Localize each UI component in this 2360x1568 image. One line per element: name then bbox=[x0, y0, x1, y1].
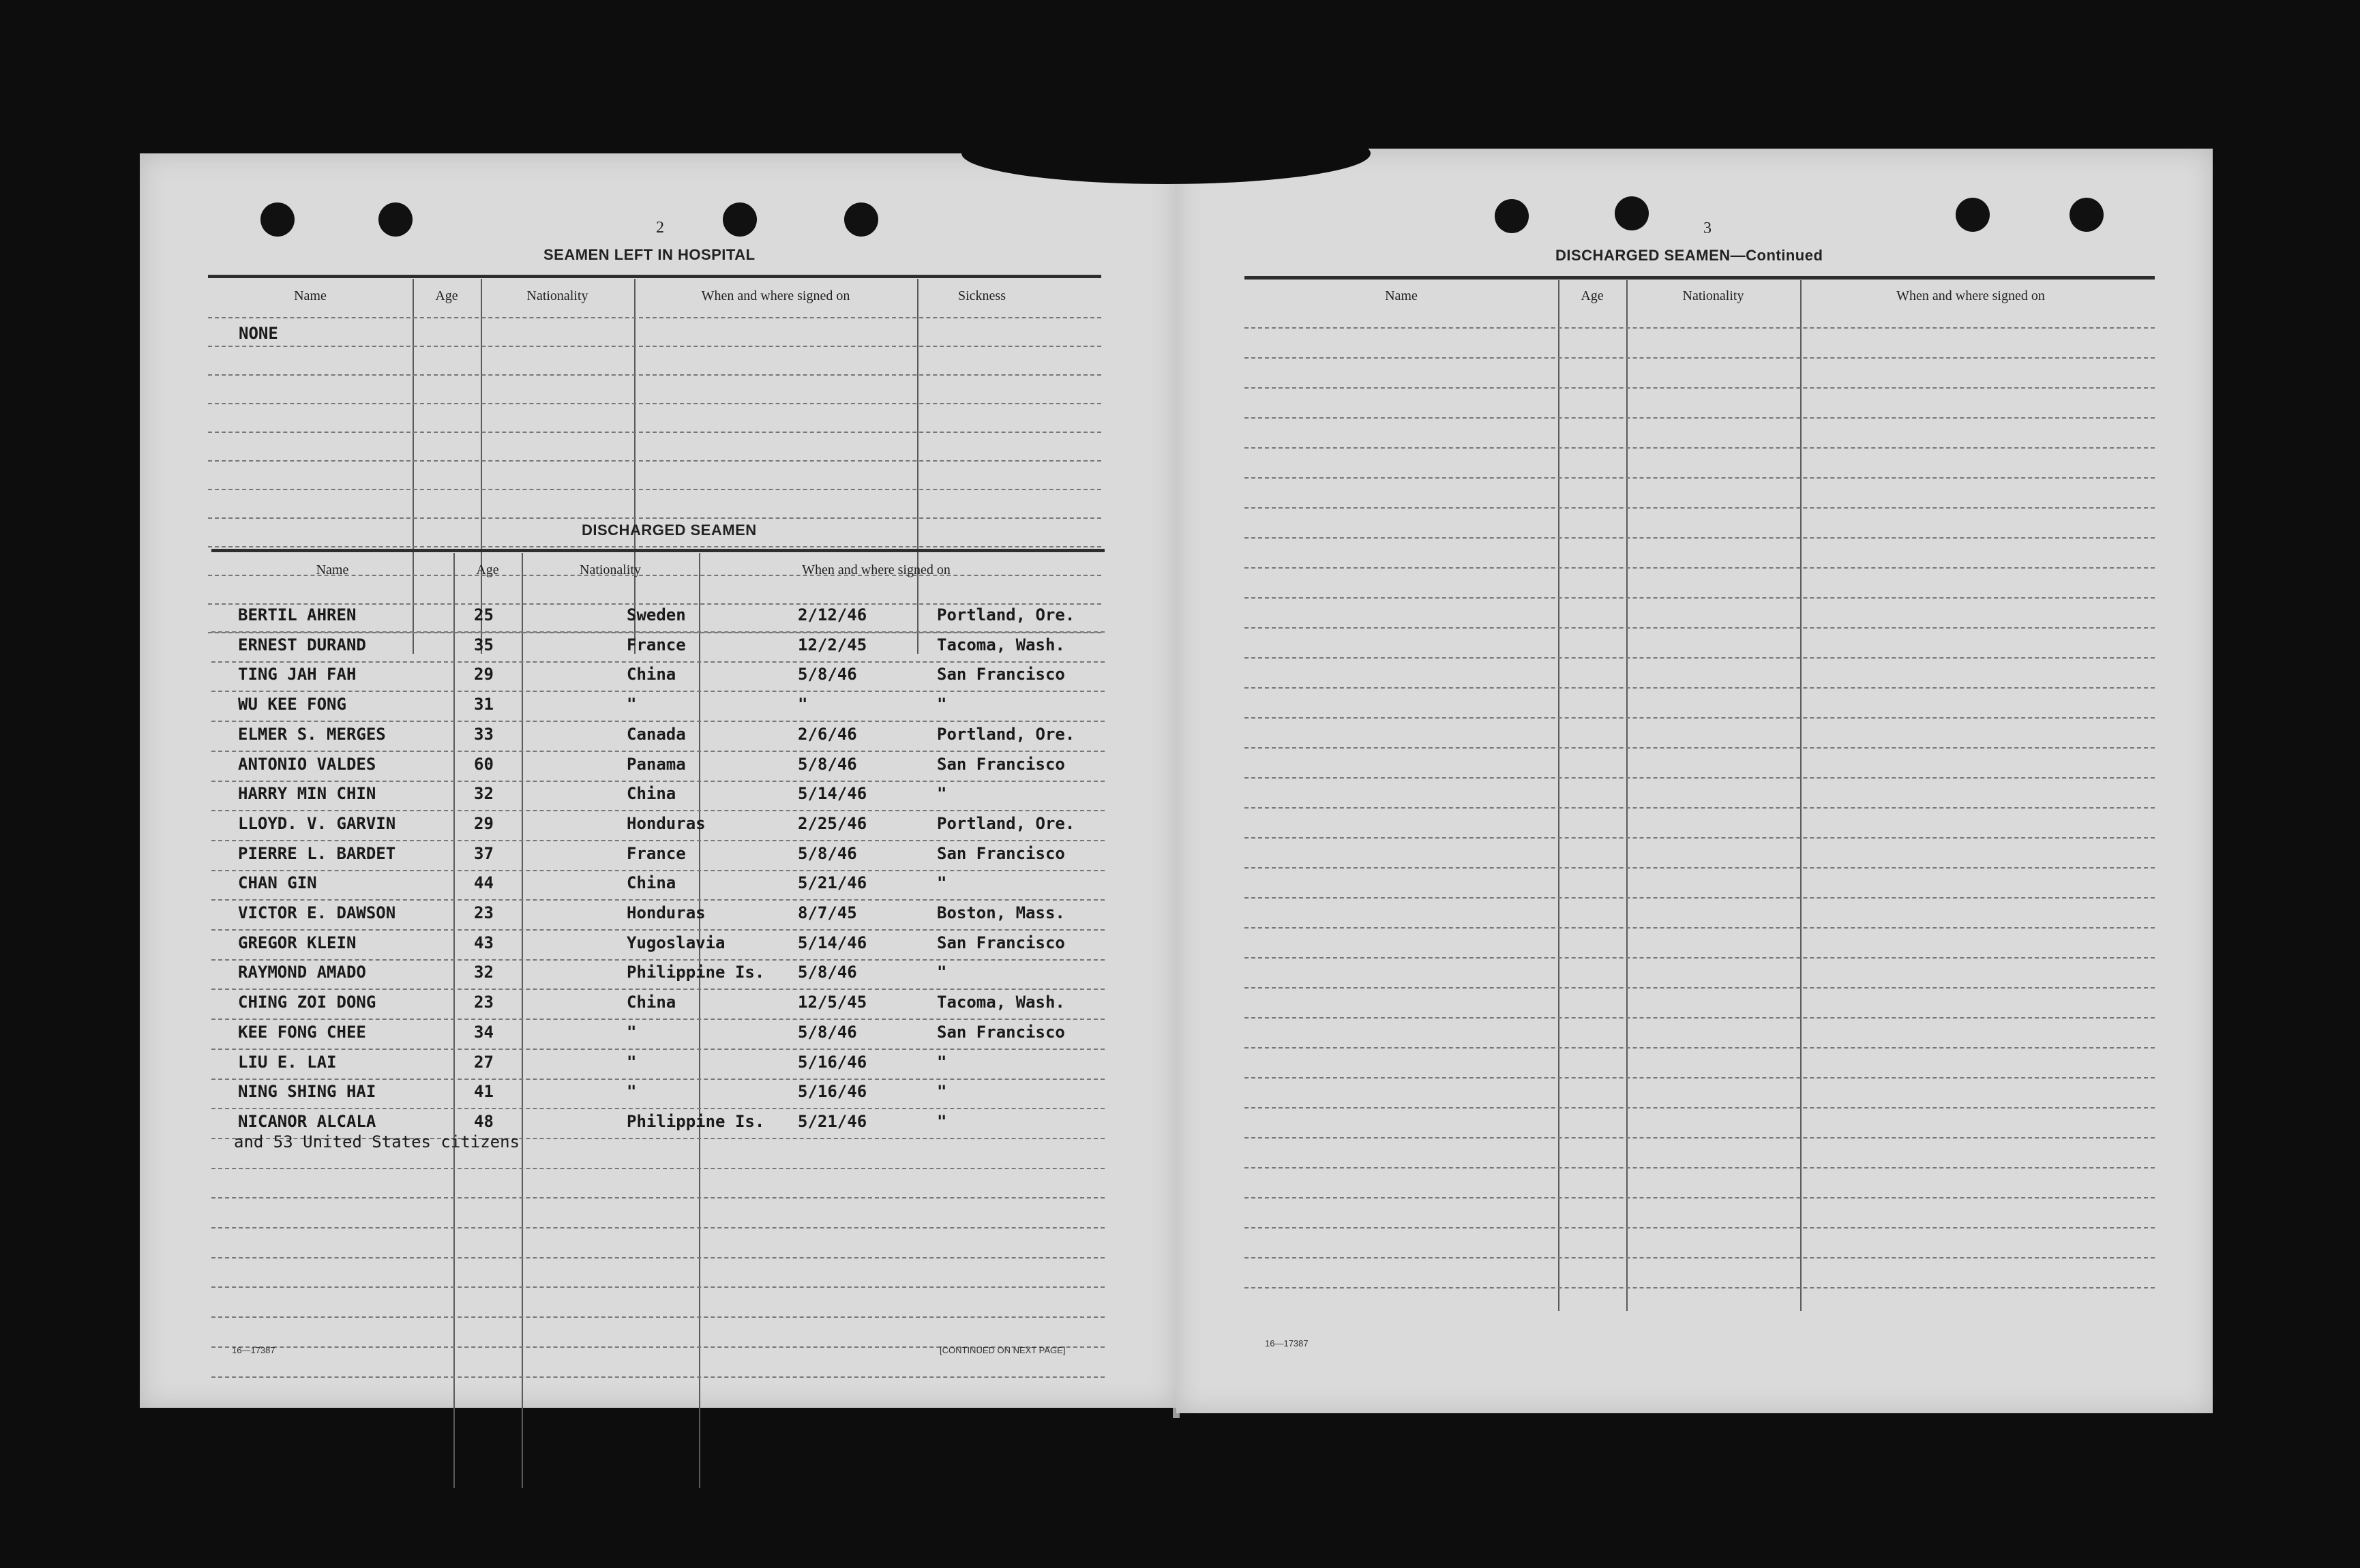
seaman-name: BERTIL AHREN bbox=[238, 605, 357, 624]
signed-on-place: Tacoma, Wash. bbox=[937, 993, 1065, 1012]
seaman-nationality: China bbox=[627, 873, 676, 892]
row-rule bbox=[1244, 627, 2155, 629]
continued-header-name: Name bbox=[1385, 288, 1418, 303]
hospital-header-signed-on: When and where signed on bbox=[701, 288, 850, 303]
seaman-age: 34 bbox=[474, 1023, 494, 1042]
row-rule bbox=[1244, 447, 2155, 449]
citizens-note: and 53 United States citizens bbox=[234, 1132, 520, 1151]
signed-on-place: San Francisco bbox=[937, 933, 1065, 952]
signed-on-date: 5/21/46 bbox=[798, 873, 867, 892]
signed-on-date: " bbox=[798, 695, 808, 714]
hospital-header-nationality: Nationality bbox=[526, 288, 588, 303]
punch-hole bbox=[723, 202, 757, 237]
row-rule bbox=[1244, 357, 2155, 359]
punch-hole bbox=[844, 202, 878, 237]
seaman-nationality: China bbox=[627, 993, 676, 1012]
seaman-age: 35 bbox=[474, 635, 494, 654]
seaman-name: ANTONIO VALDES bbox=[238, 755, 376, 774]
row-rule bbox=[1244, 327, 2155, 329]
continued-section-title: DISCHARGED SEAMEN—Continued bbox=[1555, 247, 1823, 264]
seaman-nationality: Yugoslavia bbox=[627, 933, 726, 952]
seaman-age: 44 bbox=[474, 873, 494, 892]
row-rule bbox=[1244, 1287, 2155, 1288]
column-rule bbox=[917, 279, 918, 654]
hospital-header-sickness: Sickness bbox=[958, 288, 1006, 303]
seaman-age: 29 bbox=[474, 665, 494, 684]
footer-code: 16—17387 bbox=[1265, 1338, 1309, 1348]
row-rule bbox=[1244, 657, 2155, 659]
table-row bbox=[140, 666, 1176, 693]
seaman-name: ELMER S. MERGES bbox=[238, 725, 386, 744]
continued-header-rule bbox=[1244, 276, 2155, 280]
signed-on-place: San Francisco bbox=[937, 665, 1065, 684]
row-rule bbox=[1244, 807, 2155, 809]
row-rule bbox=[211, 1316, 1105, 1318]
seaman-age: 37 bbox=[474, 844, 494, 863]
signed-on-place: " bbox=[937, 1082, 947, 1101]
row-rule bbox=[1244, 1107, 2155, 1109]
signed-on-place: Portland, Ore. bbox=[937, 605, 1075, 624]
seaman-name: NING SHING HAI bbox=[238, 1082, 376, 1101]
continued-header-age: Age bbox=[1581, 288, 1604, 303]
column-rule bbox=[1558, 280, 1559, 1311]
hospital-header-rule bbox=[208, 275, 1101, 278]
seaman-nationality: Sweden bbox=[627, 605, 686, 624]
page-number: 3 bbox=[1703, 220, 1712, 237]
discharged-header-nationality: Nationality bbox=[580, 562, 641, 577]
punch-hole bbox=[1615, 196, 1649, 230]
row-rule bbox=[1244, 957, 2155, 959]
table-row bbox=[140, 905, 1176, 932]
row-rule bbox=[208, 346, 1101, 347]
signed-on-date: 8/7/45 bbox=[798, 903, 857, 922]
signed-on-place: San Francisco bbox=[937, 755, 1065, 774]
signed-on-place: " bbox=[937, 873, 947, 892]
seaman-name: ERNEST DURAND bbox=[238, 635, 366, 654]
punch-hole bbox=[260, 202, 295, 237]
seaman-nationality: Honduras bbox=[627, 814, 706, 833]
row-rule bbox=[208, 432, 1101, 433]
row-rule bbox=[208, 374, 1101, 376]
signed-on-place: Boston, Mass. bbox=[937, 903, 1065, 922]
row-rule bbox=[1244, 507, 2155, 509]
continued-header-signed-on: When and where signed on bbox=[1896, 288, 2045, 303]
punch-hole bbox=[1956, 198, 1990, 232]
signed-on-date: 5/14/46 bbox=[798, 784, 867, 803]
seaman-age: 48 bbox=[474, 1112, 494, 1131]
footer-continued: [CONTINUED ON NEXT PAGE] bbox=[940, 1345, 1066, 1355]
signed-on-place: " bbox=[937, 784, 947, 803]
row-rule bbox=[1244, 747, 2155, 749]
signed-on-date: 12/2/45 bbox=[798, 635, 867, 654]
table-row bbox=[140, 994, 1176, 1021]
seaman-name: RAYMOND AMADO bbox=[238, 963, 366, 982]
table-row bbox=[140, 785, 1176, 813]
seaman-age: 32 bbox=[474, 963, 494, 982]
discharged-section-title: DISCHARGED SEAMEN bbox=[582, 522, 757, 539]
signed-on-date: 5/8/46 bbox=[798, 665, 857, 684]
signed-on-date: 5/21/46 bbox=[798, 1112, 867, 1131]
seaman-name: GREGOR KLEIN bbox=[238, 933, 357, 952]
seaman-age: 41 bbox=[474, 1082, 494, 1101]
signed-on-date: 2/25/46 bbox=[798, 814, 867, 833]
signed-on-date: 5/8/46 bbox=[798, 1023, 857, 1042]
signed-on-date: 5/8/46 bbox=[798, 844, 857, 863]
row-rule bbox=[208, 460, 1101, 462]
row-rule bbox=[1244, 687, 2155, 689]
seaman-nationality: " bbox=[627, 1023, 637, 1042]
signed-on-date: 2/12/46 bbox=[798, 605, 867, 624]
column-rule bbox=[1626, 280, 1628, 1311]
row-rule bbox=[1244, 417, 2155, 419]
row-rule bbox=[208, 489, 1101, 490]
discharged-header-name: Name bbox=[316, 562, 349, 577]
seaman-nationality: China bbox=[627, 784, 676, 803]
row-rule bbox=[1244, 537, 2155, 539]
hospital-header-name: Name bbox=[294, 288, 327, 303]
footer-code: 16—17387 bbox=[232, 1345, 275, 1355]
seaman-age: 29 bbox=[474, 814, 494, 833]
signed-on-place: Portland, Ore. bbox=[937, 725, 1075, 744]
column-rule bbox=[481, 279, 482, 654]
row-rule bbox=[1244, 897, 2155, 899]
row-rule bbox=[1244, 1017, 2155, 1019]
row-rule bbox=[1244, 1047, 2155, 1049]
seaman-nationality: " bbox=[627, 695, 637, 714]
seaman-name: CHAN GIN bbox=[238, 873, 317, 892]
seaman-nationality: China bbox=[627, 665, 676, 684]
seaman-nationality: Philippine Is. bbox=[627, 1112, 765, 1131]
row-rule bbox=[1244, 1137, 2155, 1139]
seaman-name: LIU E. LAI bbox=[238, 1053, 337, 1072]
signed-on-place: " bbox=[937, 695, 947, 714]
seaman-nationality: Honduras bbox=[627, 903, 706, 922]
signed-on-place: Tacoma, Wash. bbox=[937, 635, 1065, 654]
row-rule bbox=[208, 603, 1101, 605]
page-number: 2 bbox=[656, 219, 664, 237]
seaman-nationality: " bbox=[627, 1053, 637, 1072]
row-rule bbox=[1244, 867, 2155, 869]
row-rule bbox=[211, 1286, 1105, 1288]
seaman-nationality: Panama bbox=[627, 755, 686, 774]
seaman-name: HARRY MIN CHIN bbox=[238, 784, 376, 803]
row-rule bbox=[211, 1376, 1105, 1378]
punch-hole bbox=[1495, 199, 1529, 233]
table-row bbox=[140, 935, 1176, 962]
seaman-age: 33 bbox=[474, 725, 494, 744]
discharged-header-rule bbox=[211, 549, 1105, 552]
signed-on-date: 5/8/46 bbox=[798, 755, 857, 774]
table-row bbox=[140, 696, 1176, 723]
column-rule bbox=[413, 279, 414, 654]
row-rule bbox=[1244, 717, 2155, 719]
row-rule bbox=[1244, 387, 2155, 389]
table-row bbox=[140, 637, 1176, 664]
seaman-age: 25 bbox=[474, 605, 494, 624]
seaman-age: 31 bbox=[474, 695, 494, 714]
seaman-nationality: France bbox=[627, 844, 686, 863]
punch-hole bbox=[378, 202, 413, 237]
seaman-name: PIERRE L. BARDET bbox=[238, 844, 396, 863]
right-page bbox=[1176, 149, 2213, 1413]
row-rule bbox=[1244, 927, 2155, 929]
torn-edge bbox=[961, 123, 1371, 184]
row-rule bbox=[211, 1197, 1105, 1198]
seaman-name: NICANOR ALCALA bbox=[238, 1112, 376, 1131]
signed-on-place: Portland, Ore. bbox=[937, 814, 1075, 833]
row-rule bbox=[211, 1257, 1105, 1258]
table-row bbox=[140, 607, 1176, 634]
row-rule bbox=[208, 317, 1101, 318]
signed-on-date: 5/16/46 bbox=[798, 1053, 867, 1072]
signed-on-place: " bbox=[937, 963, 947, 982]
table-row bbox=[140, 756, 1176, 783]
hospital-section-title: SEAMEN LEFT IN HOSPITAL bbox=[543, 246, 756, 263]
row-rule bbox=[1244, 597, 2155, 599]
continued-header-nationality: Nationality bbox=[1682, 288, 1744, 303]
seaman-age: 32 bbox=[474, 784, 494, 803]
seaman-name: VICTOR E. DAWSON bbox=[238, 903, 396, 922]
row-rule bbox=[1244, 1167, 2155, 1169]
signed-on-date: 12/5/45 bbox=[798, 993, 867, 1012]
discharged-header-age: Age bbox=[476, 562, 499, 577]
table-row bbox=[140, 1083, 1176, 1111]
row-rule bbox=[1244, 1077, 2155, 1079]
row-rule bbox=[1244, 1257, 2155, 1258]
seaman-age: 23 bbox=[474, 993, 494, 1012]
row-rule bbox=[208, 403, 1101, 404]
signed-on-date: 5/16/46 bbox=[798, 1082, 867, 1101]
seaman-age: 60 bbox=[474, 755, 494, 774]
signed-on-place: " bbox=[937, 1112, 947, 1131]
hospital-entry: NONE bbox=[239, 324, 278, 343]
hospital-header-age: Age bbox=[435, 288, 458, 303]
table-row bbox=[140, 964, 1176, 991]
signed-on-place: San Francisco bbox=[937, 1023, 1065, 1042]
column-rule bbox=[634, 279, 636, 654]
seaman-nationality: Philippine Is. bbox=[627, 963, 765, 982]
row-rule bbox=[208, 546, 1101, 547]
table-row bbox=[140, 1024, 1176, 1051]
row-rule bbox=[1244, 1197, 2155, 1198]
table-row bbox=[140, 875, 1176, 902]
row-rule bbox=[1244, 477, 2155, 479]
seaman-nationality: " bbox=[627, 1082, 637, 1101]
seaman-nationality: Canada bbox=[627, 725, 686, 744]
seaman-age: 43 bbox=[474, 933, 494, 952]
row-rule bbox=[1244, 837, 2155, 839]
signed-on-date: 2/6/46 bbox=[798, 725, 857, 744]
signed-on-place: " bbox=[937, 1053, 947, 1072]
column-rule bbox=[1800, 280, 1802, 1311]
seaman-name: LLOYD. V. GARVIN bbox=[238, 814, 396, 833]
seaman-name: WU KEE FONG bbox=[238, 695, 346, 714]
seaman-age: 27 bbox=[474, 1053, 494, 1072]
seaman-name: KEE FONG CHEE bbox=[238, 1023, 366, 1042]
row-rule bbox=[1244, 1227, 2155, 1228]
punch-hole bbox=[2070, 198, 2104, 232]
table-row bbox=[140, 845, 1176, 873]
left-page bbox=[140, 153, 1176, 1408]
signed-on-place: San Francisco bbox=[937, 844, 1065, 863]
seaman-age: 23 bbox=[474, 903, 494, 922]
table-row bbox=[140, 815, 1176, 843]
row-rule bbox=[211, 1227, 1105, 1228]
row-rule bbox=[1244, 567, 2155, 569]
signed-on-date: 5/14/46 bbox=[798, 933, 867, 952]
seaman-name: CHING ZOI DONG bbox=[238, 993, 376, 1012]
row-rule bbox=[1244, 987, 2155, 989]
row-rule bbox=[208, 517, 1101, 519]
seaman-nationality: France bbox=[627, 635, 686, 654]
table-row bbox=[140, 1054, 1176, 1081]
row-rule bbox=[211, 1168, 1105, 1169]
discharged-header-signed-on: When and where signed on bbox=[802, 562, 951, 577]
row-rule bbox=[1244, 777, 2155, 779]
signed-on-date: 5/8/46 bbox=[798, 963, 857, 982]
table-row bbox=[140, 726, 1176, 753]
seaman-name: TING JAH FAH bbox=[238, 665, 357, 684]
